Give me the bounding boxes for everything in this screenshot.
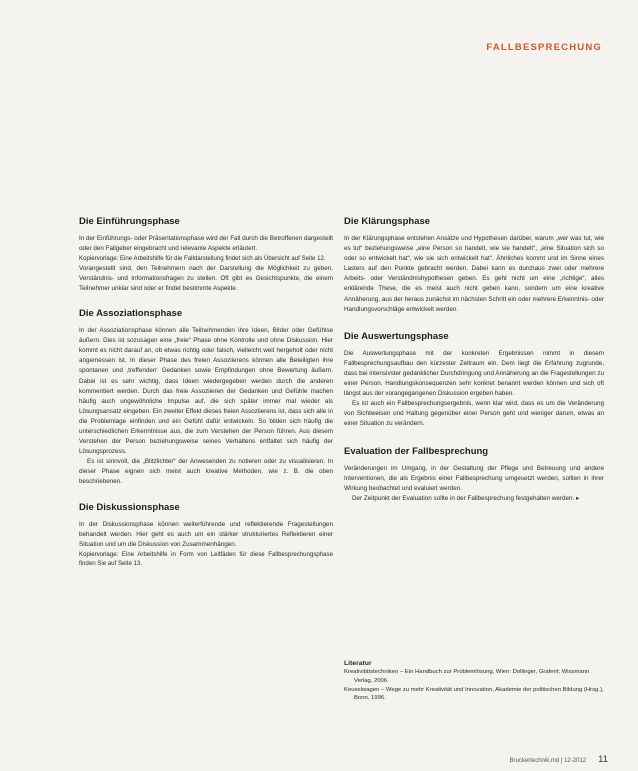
heading-diskussion: Die Diskussionsphase [79,501,180,513]
paragraph: Veränderungen im Umgang, in der Gestaltung der Pflege und Betreuung und andere Interventionen, die als Ergebnis einer Fallbesprechung umgesetzt werden, sollten in ihrer Wirkung beobachtet und evaluiert werden. [344,464,604,492]
literature-heading: Literatur [344,660,372,667]
section-assoziation [79,308,333,488]
heading-auswertung: Die Auswertungsphase [344,330,449,342]
section-klaerung [344,216,604,315]
paragraph: In der Klärungsphase entstehen Ansätze und Hypothesen darüber, warum „wer was tut, wie es tut“ beziehungsweise „eine Person so handelt, wie sie handelt“, „eine Situation sich so oder so entwickelt hat“, wie sie sich entwickelt hat“. Ähnliches kommt und im Sinne eines Lasters auf den Punkte gebracht werden. Dabei kann es durchaus zwei oder mehrere Arbeits- oder Verständnishypothesen geben. Es geht nicht um eine „richtige“, alles erklärende These, die es meist auch nicht geben kann, sondern um eine kreative Annäherung, aus der heraus zunächst im nächsten Schritt ein oder mehrere Erkenntnis- oder Handlungsvorschläge entwickelt werden. [344,235,604,313]
copy-template-note: Kopiervorlage: Eine Arbeitshilfe für die Falldarstellung findet sich als Übersicht auf Seite 12. [79,255,326,263]
paragraph: Der Zeitpunkt der Evaluation sollte in der Fallbesprechung festgehalten werden. ▸ [352,494,580,502]
section-evaluation [344,446,604,504]
section-auswertung [344,331,604,430]
paragraph: Die Auswertungsphase mit der konkreten Ergebnissen nimmt in diesem Fallbesprechungsaufbau den kürzester Zeitraum ein. Dem liegt die Erfahrung zugrunde, dass bei intensivster gedanklicher Durchdringung und Annäherung an die Fragestellungen zu einer Person. Handlungskonsequenzen sehr konkret benannt werden können und sich oft längst aus der vorangegangenen Diskussion ergeben haben. [344,349,604,398]
heading-klaerung: Die Klärungsphase [344,216,431,227]
heading-evaluation: Evaluation der Fallbesprechung [344,445,489,457]
paragraph: Es ist sinnvoll, die „Blitzlichter“ der Anwesenden zu notieren oder zu visualisieren. In dieser Phase eignen sich meist auch kreative Methoden, wie z. B. die oben beschriebenen. [79,458,333,486]
literature-box [344,660,604,703]
copy-template-note: Kopiervorlage: Eine Arbeitshilfe in Form von Leitfäden für diese Fallbesprechungsphase finden Sie auf Seite 13. [79,550,333,568]
paragraph: Vorangestellt sind, den Teilnehmern nach der Darstellung die Möglichkeit zu geben, Verständnis- und Informationsfragen zu stellen. Oft gibt es Gesichtspunkte, die einem Teilnehmer unklar sind oder er findet bestimmte Aspekte. [79,264,333,292]
section-einfuehrung [79,216,333,294]
literature-item: Keuselwagen – Wege zu mehr Kreativität und Innovation, Akademie der politischen Bildung (Hrsg.), Bonn, 1996. [344,686,604,702]
paragraph: In der Einführungs- oder Präsentationsphase wird der Fall durch die Betroffenen dargestellt oder den Fallgeber eingebracht und relevante Aspekte erläutert. [79,235,334,253]
paragraph: In der Diskussionsphase können weiterführende und reflektierende Fragestellungen behandelt werden. Hier geht es auch um ein stärker strukturiertes Reflektieren einer Situation und um die Diskussion von Zusammenhängen. [79,520,333,548]
heading-assoziation: Die Assoziationsphase [79,308,183,320]
left-column [79,216,333,583]
page-footer [510,754,608,765]
heading-einfuehrung: Die Einführungsphase [79,216,180,227]
paragraph: In der Assoziationsphase können alle Teilnehmenden ihre Ideen, Bilder oder Gefühlse äußern. Dies ist sozusagen eine „freie“ Phase ohne Kontrolle und ohne Diskussion. Hier kommt es nicht darauf an, ob etwas richtig oder falsch, vielleicht weit hergeholt oder nicht angemessen ist. In dieser Phase des freien Assoziierens können alle Beteiligten ihre spontanen und ‚treffenden‘ Gedanken sowie Empfindungen ohne Bewertung äußern. Dabei ist es sehr wichtig, dass Ideen wiedergegeben werden durch die anderen kommentiert werden. Durch das freie Assoziieren der Gedanken und Gefühle machen häufig auch ungewöhnliche Impulse auf, die sich später immer mal wieder als Lösungsansatz eingeben. Ein zweiter Effekt dieses freien Assoziierens ist, dass sich alle in die Problemlage einfinden und ein Gefühl dafür entwickeln. So bilden sich häufig die unterschiedlichen Erkenntnisse aus, die zum Verstehen der Person führen. Aus diesem Verstehen der Person beziehungsweise seines Verhaltens entfaltet sich häufig der Lösungsprozess. [79,327,333,456]
page-number: 11 [598,754,608,765]
section-header: FALLBESPRECHUNG [486,42,602,53]
paragraph: Es ist auch ein Fallbesprechungsergebnis, wenn klar wird, dass es um die Veränderung von Sichtweisen und Haltung gegenüber einer Person geht und weniger darum, etwas an einer Situation zu verändern. [344,400,604,428]
journal-reference: Bruckertechnik.md | 12-2012 [509,758,587,764]
literature-item: Kreativitätstechniken – Ein Handbuch zur Problemlösung, Wien: Dollinger, Grafenf, Wissmann Verlag, 2006. [344,669,590,684]
section-diskussion [79,502,333,569]
right-column [344,216,604,520]
